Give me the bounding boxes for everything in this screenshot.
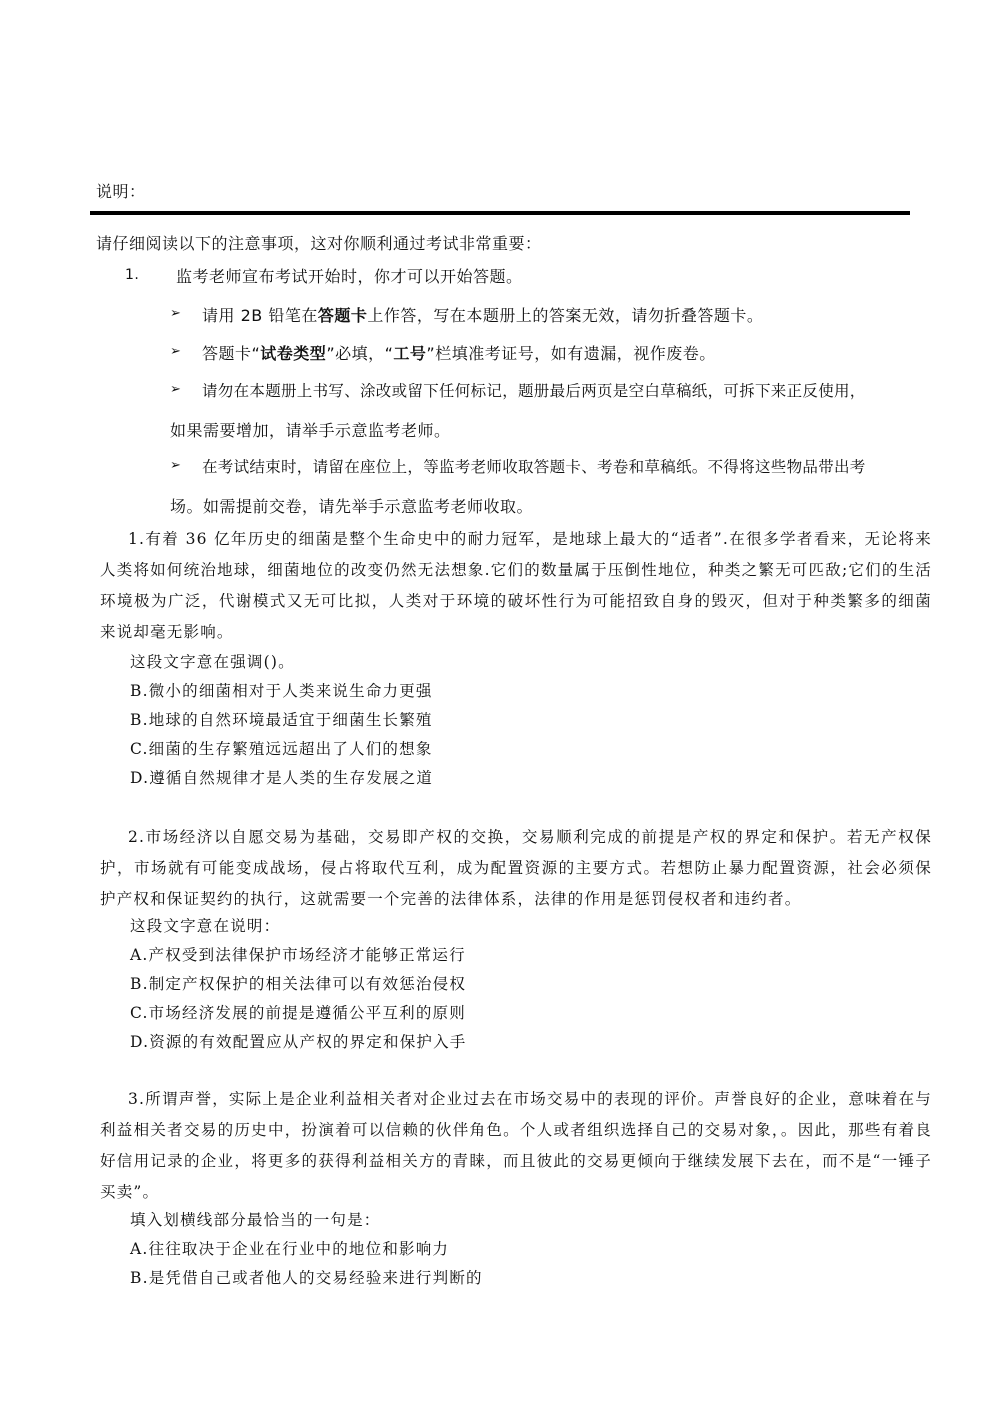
bullet-arrow-icon: ➢ bbox=[170, 382, 181, 397]
question-3-stem: 3.所谓声誉，实际上是企业利益相关者对企业过去在市场交易中的表现的评价。声誉良好的企业，意味着在与利益相关者交易的历史中，扮演着可以信赖的伙伴角色。个人或者组织选择自己的交易对象，。因此，那些有着良好信用记录的企业，将更多的获得利益相关方的青睐，而且彼此的交易更倾向于继续发展下去在，而不是“一锤子买卖”。 bbox=[100, 1090, 932, 1201]
question-2-option-4: D.资源的有效配置应从产权的界定和保护入手 bbox=[130, 1033, 467, 1051]
question-1-option-3: C.细菌的生存繁殖远远超出了人们的想象 bbox=[130, 740, 433, 758]
bullet-arrow-icon: ➢ bbox=[170, 458, 181, 473]
question-2-stem: 2.市场经济以自愿交易为基础，交易即产权的交换，交易顺利完成的前提是产权的界定和保护。若无产权保护，市场就有可能变成战场，侵占将取代互利，成为配置资源的主要方式。若想防止暴力配置资源，社会必须保护产权和保证契约的执行，这就需要一个完善的法律体系，法律的作用是惩罚侵权者和违约者。 bbox=[100, 828, 932, 908]
question-3-option-2: B.是凭借自己或者他人的交易经验来进行判断的 bbox=[130, 1269, 483, 1287]
item-number: 1. bbox=[125, 267, 140, 283]
question-1-option-2: B.地球的自然环境最适宜于细菌生长繁殖 bbox=[130, 711, 433, 729]
bullet-3-line1: 请勿在本题册上书写、涂改或留下任何标记，题册最后两页是空白草稿纸，可拆下来正反使用， bbox=[202, 382, 866, 400]
question-1-option-4: D.遵循自然规律才是人类的生存发展之道 bbox=[130, 769, 434, 787]
bullet-arrow-icon: ➢ bbox=[170, 344, 181, 359]
question-1-prompt: 这段文字意在强调()。 bbox=[130, 653, 295, 671]
bullet-1: 请用 2B 铅笔在答题卡上作答，写在本题册上的答案无效，请勿折叠答题卡。 bbox=[202, 306, 764, 325]
item-text: 监考老师宣布考试开始时，你才可以开始答题。 bbox=[176, 267, 523, 286]
bullet-3-line2: 如果需要增加，请举手示意监考老师。 bbox=[170, 421, 451, 440]
question-1-stem: 1.有着 36 亿年历史的细菌是整个生命史中的耐力冠军，是地球上最大的“适者”.在很多学者看来，无论将来人类将如何统治地球，细菌地位的改变仍然无法想象.它们的数量属于压倒性地位，种类之繁无可匹敌;它们的生活环境极为广泛，代谢模式又无可比拟，人类对于环境的破坏性行为可能招致自身的毁灭，但对于种类繁多的细菌来说却毫无影响。 bbox=[100, 530, 932, 641]
question-1-option-1: B.微小的细菌相对于人类来说生命力更强 bbox=[130, 682, 433, 700]
bullet-4-line2: 场。如需提前交卷，请先举手示意监考老师收取。 bbox=[170, 497, 534, 516]
header-label: 说明： bbox=[96, 182, 146, 201]
instructions-intro: 请仔细阅读以下的注意事项，这对你顺利通过考试非常重要： bbox=[96, 234, 542, 253]
question-2-option-2: B.制定产权保护的相关法律可以有效惩治侵权 bbox=[130, 975, 467, 993]
question-3-prompt: 填入划横线部分最恰当的一句是： bbox=[130, 1211, 381, 1229]
question-2-prompt: 这段文字意在说明： bbox=[130, 917, 281, 935]
question-2-option-3: C.市场经济发展的前提是遵循公平互利的原则 bbox=[130, 1004, 466, 1022]
bullet-2: 答题卡“试卷类型”必填，“工号”栏填准考证号，如有遗漏，视作废卷。 bbox=[202, 344, 716, 363]
header-rule bbox=[90, 211, 910, 215]
bullet-4-line1: 在考试结束时，请留在座位上，等监考老师收取答题卡、考卷和草稿纸。不得将这些物品带出考 bbox=[202, 458, 866, 476]
question-3-option-1: A.往往取决于企业在行业中的地位和影响力 bbox=[130, 1240, 450, 1258]
question-2-option-1: A.产权受到法律保护市场经济才能够正常运行 bbox=[130, 946, 466, 964]
bullet-arrow-icon: ➢ bbox=[170, 306, 181, 321]
